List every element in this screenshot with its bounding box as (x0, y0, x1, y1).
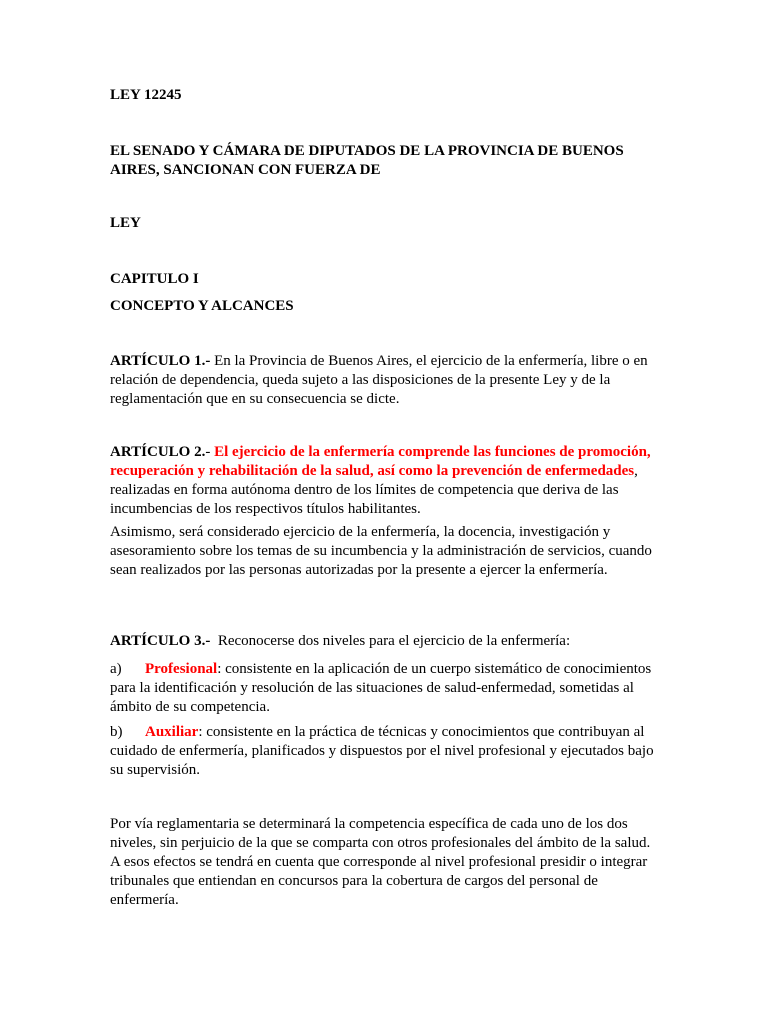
enactment-formula: EL SENADO Y CÁMARA DE DIPUTADOS DE LA PROVINCIA DE BUENOS AIRES, SANCIONAN CON FUERZA DE (110, 143, 624, 178)
article-2-dash: - (205, 444, 215, 460)
article-2 (110, 443, 660, 519)
item-a-text: : consistente en la aplicación de un cuerpo sistemático de conocimientos para la identificación y resolución de las situaciones de salud-enfermedad, sometidas al ámbito de su competencia. (110, 661, 652, 715)
article-1-text: En la Provincia de Buenos Aires, el ejercicio de la enfermería, libre o en relación de dependencia, queda sujeto a las disposiciones de la presente Ley y de la reglamentación que en su consecuencia se dicte. (110, 353, 648, 407)
closing-paragraph: Por vía reglamentaria se determinará la competencia específica de cada uno de los dos niveles, sin perjuicio de la que se comparta con otros profesionales del ámbito de la salud. A esos efectos se tendrá en cuenta que corresponde al nivel profesional presidir o integrar tribunales que entiendan en concursos para la cobertura de cargos del personal de enfermería. (110, 816, 651, 908)
document-page (110, 0, 660, 1024)
chapter-title: CONCEPTO Y ALCANCES (110, 298, 294, 314)
article-3-item-a (110, 660, 660, 717)
article-3 (110, 632, 660, 651)
ley-heading: LEY (110, 215, 141, 231)
article-1 (110, 352, 660, 409)
article-3-text: Reconocerse dos niveles para el ejercicio de la enfermería: (210, 633, 571, 649)
article-1-heading: ARTÍCULO 1.- (110, 353, 211, 369)
item-a-label: a) (110, 661, 122, 677)
chapter-number: CAPITULO I (110, 271, 199, 287)
article-3-item-b (110, 723, 660, 780)
item-a-term: Profesional (145, 661, 218, 677)
article-2-text: , realizadas en forma autónoma dentro de los límites de competencia que deriva de las incumbencias de los respectivos títulos habilitantes. (110, 463, 638, 517)
article-2-highlight: El ejercicio de la enfermería comprende las funciones de promoción, recuperación y rehabilitación de la salud, así como la prevención de enfermedades (110, 444, 651, 479)
item-b-term: Auxiliar (145, 724, 199, 740)
item-b-text: : consistente en la práctica de técnicas y conocimientos que contribuyan al cuidado de enfermería, planificados y dispuestos por el nivel profesional y ejecutados bajo su supervisión. (110, 724, 654, 778)
item-b-label: b) (110, 724, 123, 740)
article-2-paragraph-2: Asimismo, será considerado ejercicio de la enfermería, la docencia, investigación y asesoramiento sobre los temas de su incumbencia y la administración de servicios, cuando sean realizados por las personas autorizadas por la presente a ejercer la enfermería. (110, 524, 652, 578)
law-number: LEY 12245 (110, 87, 182, 103)
article-2-heading: ARTÍCULO 2. (110, 444, 206, 460)
article-3-heading: ARTÍCULO 3.- (110, 633, 211, 649)
